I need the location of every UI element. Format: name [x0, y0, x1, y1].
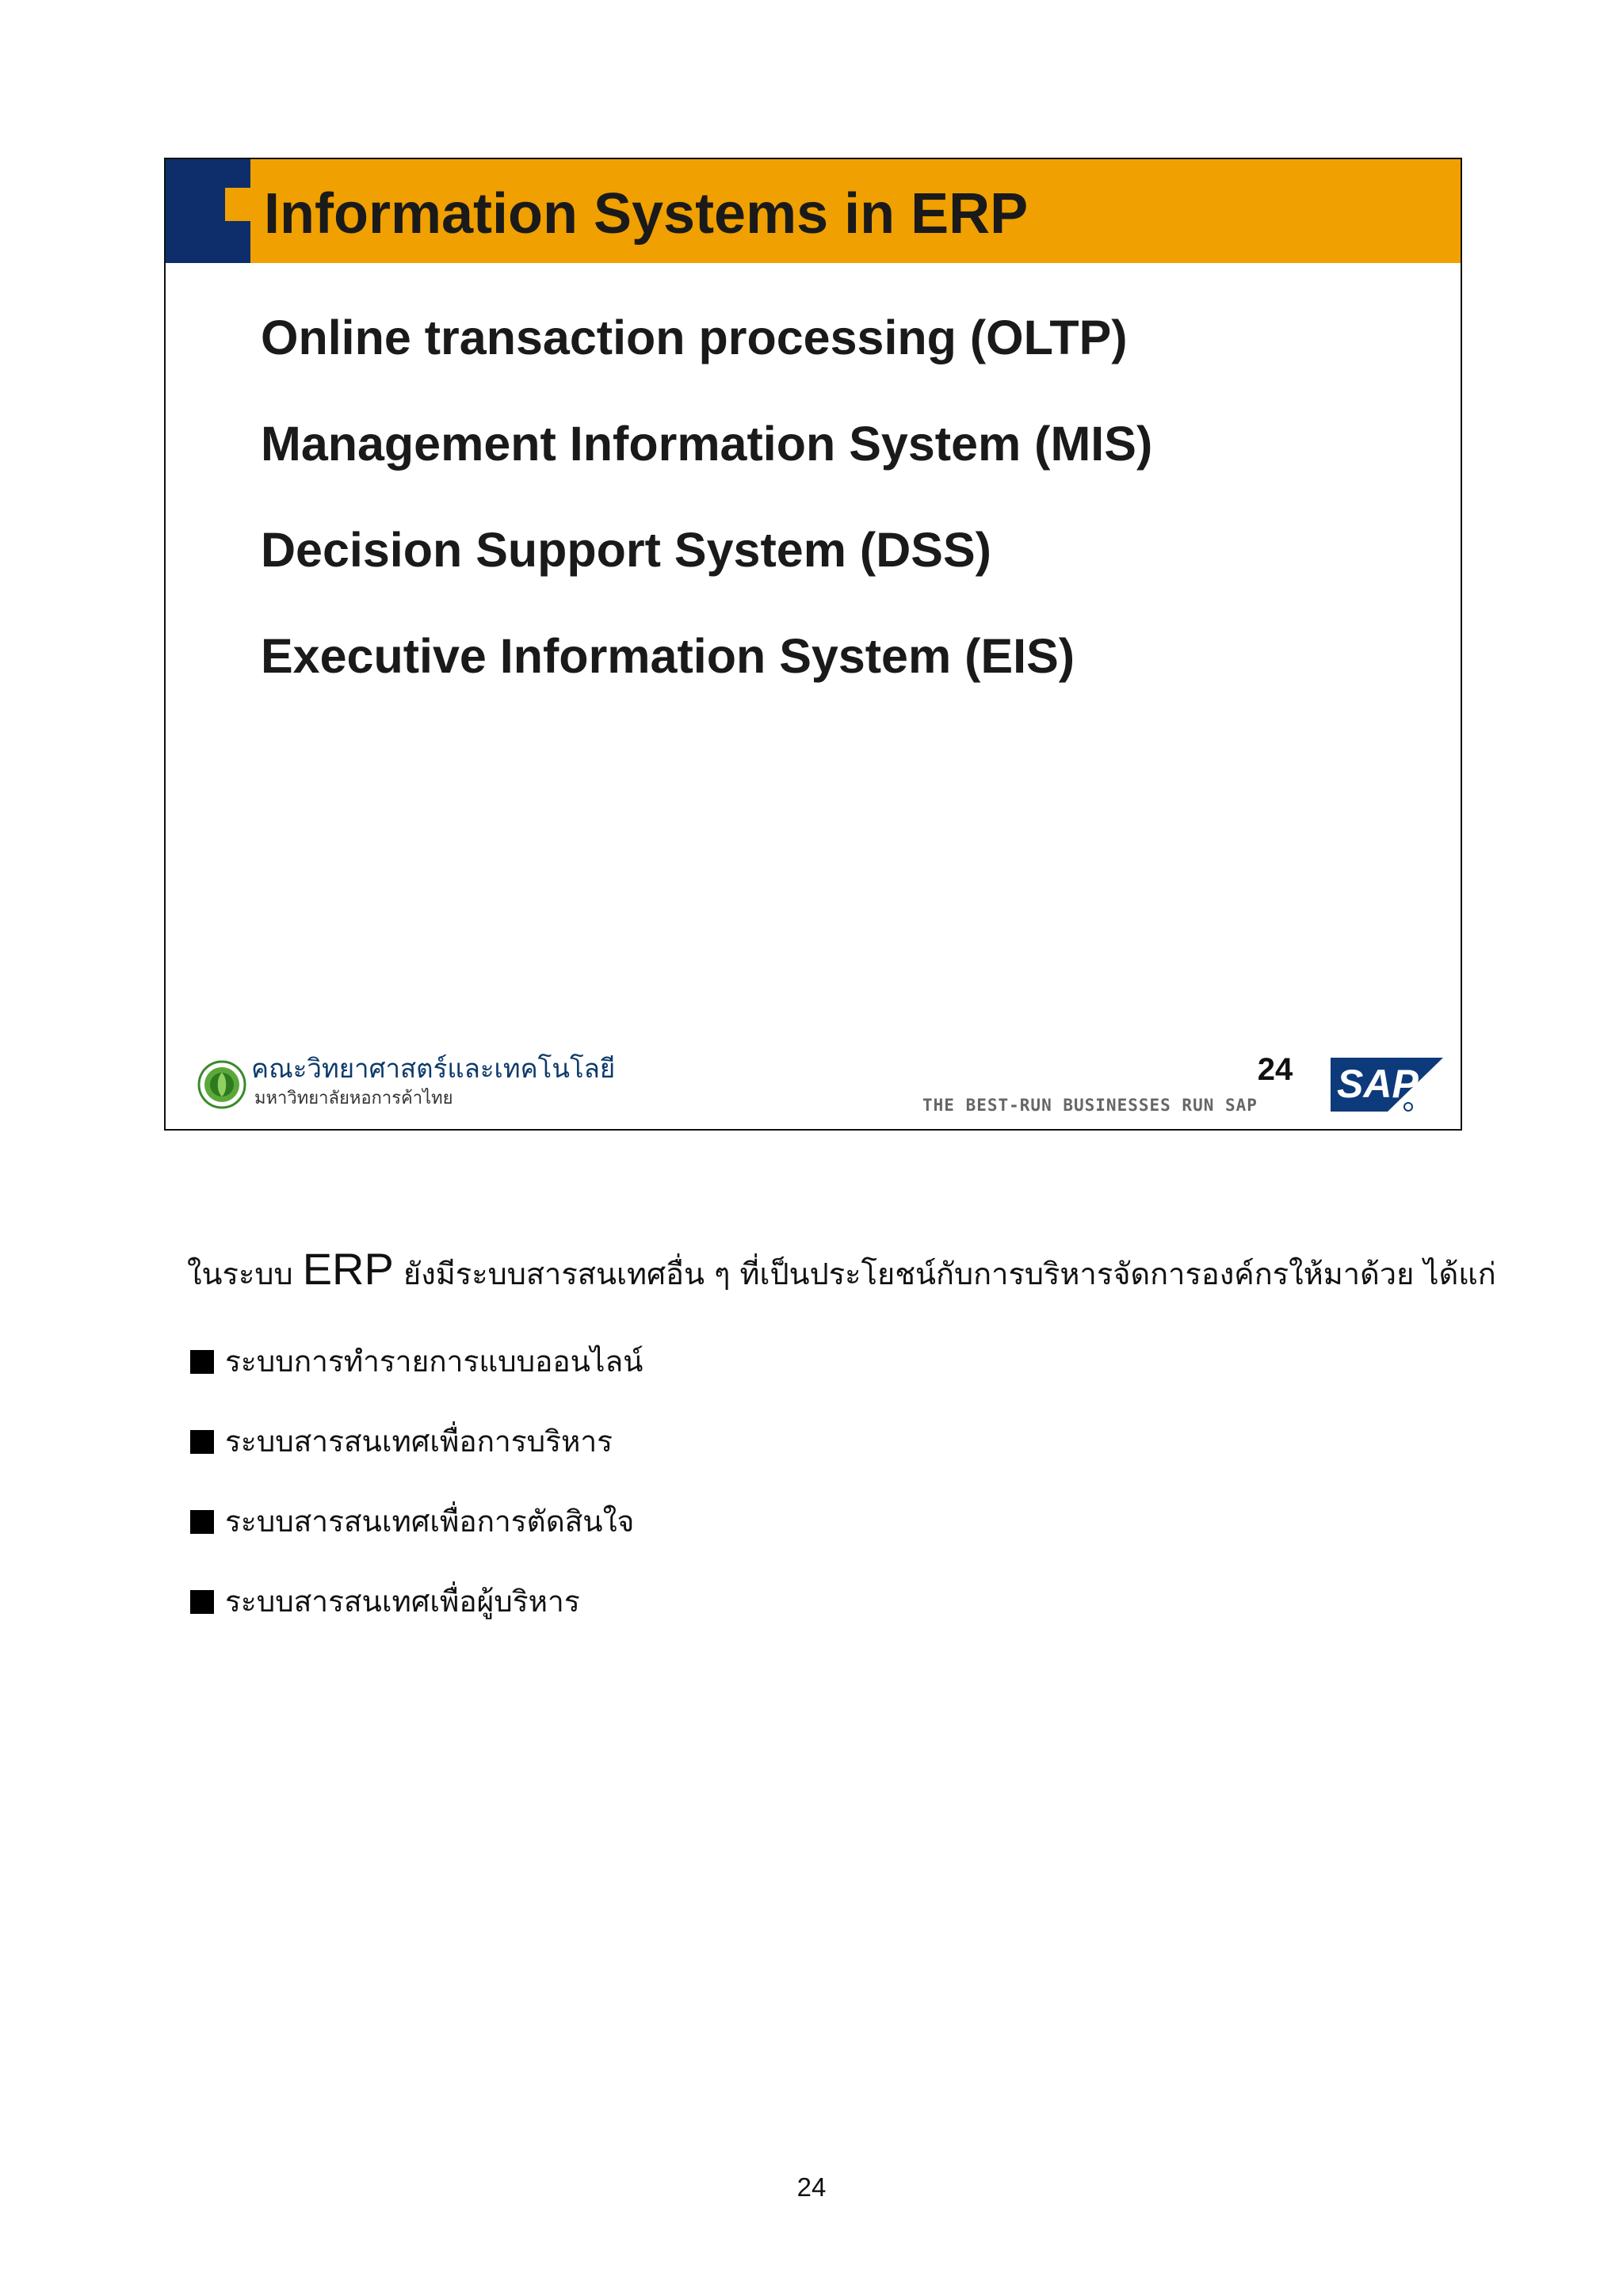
- bullet-item: [190, 1482, 643, 1562]
- bullet-text: ระบบการทำรายการแบบออนไลน์: [225, 1344, 643, 1379]
- bullet-text: ระบบสารสนเทศเพื่อผู้บริหาร: [225, 1585, 580, 1619]
- bullet-item: [190, 1322, 643, 1402]
- slide-title: Information Systems in ERP: [264, 182, 1029, 246]
- intro-erp: ERP: [302, 1244, 394, 1294]
- faculty-name: คณะวิทยาศาสตร์และเทคโนโลยี: [251, 1053, 616, 1084]
- slide-item-mis: Management Information System (MIS): [261, 417, 1153, 471]
- slide-number: 24: [1257, 1052, 1293, 1087]
- intro-suffix: ยังมีระบบสารสนเทศอื่น ๆ ที่เป็นประโยชน์กับการบริหารจัดการองค์กรให้มาด้วย ได้แก่: [393, 1257, 1496, 1291]
- slide-header: [166, 159, 1461, 263]
- slide-item-dss: Decision Support System (DSS): [261, 523, 991, 577]
- bullet-item: [190, 1562, 643, 1642]
- bullet-item: [190, 1402, 643, 1482]
- square-bullet-icon: [190, 1430, 214, 1454]
- university-name: มหาวิทยาลัยหอการค้าไทย: [254, 1089, 453, 1108]
- page-intro-text: [187, 1245, 1496, 1298]
- slide-item-oltp: Online transaction processing (OLTP): [261, 311, 1128, 364]
- bullet-text: ระบบสารสนเทศเพื่อการตัดสินใจ: [225, 1505, 635, 1539]
- intro-prefix: ในระบบ: [187, 1257, 303, 1291]
- faculty-logo-icon: [197, 1060, 246, 1109]
- page-bullet-list: [190, 1322, 643, 1642]
- slide-item-list: [261, 302, 1152, 727]
- header-notch: [225, 188, 250, 221]
- sap-logo: [1331, 1055, 1443, 1115]
- square-bullet-icon: [190, 1350, 214, 1374]
- page-number: 24: [796, 2172, 827, 2202]
- bullet-text: ระบบสารสนเทศเพื่อการบริหาร: [225, 1425, 613, 1459]
- square-bullet-icon: [190, 1510, 214, 1534]
- slide-item-eis: Executive Information System (EIS): [261, 629, 1075, 683]
- slide: [164, 158, 1462, 1131]
- sap-logo-text: SAP: [1337, 1062, 1419, 1106]
- square-bullet-icon: [190, 1590, 214, 1614]
- sap-tagline: THE BEST-RUN BUSINESSES RUN SAP: [922, 1096, 1258, 1115]
